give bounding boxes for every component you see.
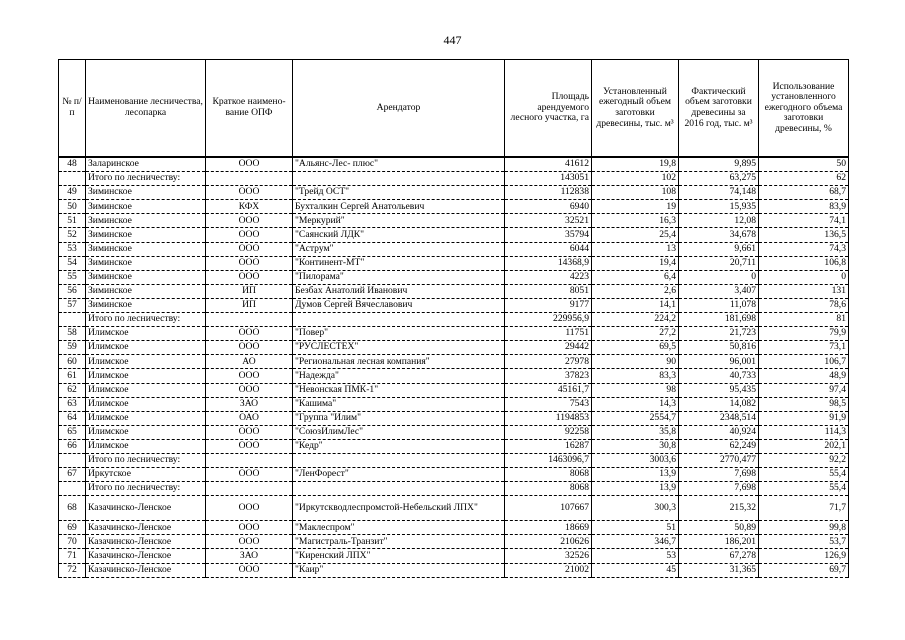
cell-actual-volume: 9,661 (679, 242, 759, 256)
cell-row-number: 61 (59, 369, 86, 383)
cell-actual-volume: 2348,514 (679, 411, 759, 425)
cell-forestry-name: Казачинско-Ленское (86, 521, 206, 535)
cell-usage-percent: 0 (759, 270, 849, 284)
table-row (59, 214, 849, 228)
cell-area: 41612 (505, 157, 592, 172)
cell-actual-volume: 21,723 (679, 327, 759, 341)
cell-area: 1194853 (505, 411, 592, 425)
cell-area: 92258 (505, 425, 592, 439)
cell-area: 107667 (505, 496, 592, 521)
table-row (59, 535, 849, 549)
cell-row-number (59, 482, 86, 496)
cell-row-number: 59 (59, 341, 86, 355)
cell-forestry-name: Итого по лесничеству: (86, 172, 206, 186)
cell-forestry-name: Казачинско-Ленское (86, 535, 206, 549)
cell-usage-percent: 202,1 (759, 439, 849, 453)
cell-opf (206, 313, 293, 327)
cell-established-volume: 53 (592, 549, 679, 563)
cell-area: 14368,9 (505, 256, 592, 270)
cell-opf: ООО (206, 341, 293, 355)
cell-usage-percent: 92,2 (759, 453, 849, 467)
cell-tenant: "Каир" (293, 563, 505, 577)
table-row (59, 397, 849, 411)
cell-established-volume: 3003,6 (592, 453, 679, 467)
cell-actual-volume: 15,935 (679, 200, 759, 214)
cell-row-number: 64 (59, 411, 86, 425)
table-row (59, 242, 849, 256)
subtotal-row (59, 313, 849, 327)
cell-area: 112838 (505, 186, 592, 200)
cell-opf: ЗАО (206, 397, 293, 411)
cell-actual-volume: 20,711 (679, 256, 759, 270)
cell-usage-percent: 73,1 (759, 341, 849, 355)
table-row (59, 327, 849, 341)
cell-area: 6044 (505, 242, 592, 256)
cell-tenant: "Саянский ЛДК" (293, 228, 505, 242)
cell-tenant: "Повер" (293, 327, 505, 341)
cell-actual-volume: 40,733 (679, 369, 759, 383)
cell-row-number: 52 (59, 228, 86, 242)
cell-forestry-name: Итого по лесничеству: (86, 482, 206, 496)
cell-tenant: "Маклеспром" (293, 521, 505, 535)
cell-row-number: 69 (59, 521, 86, 535)
cell-row-number: 60 (59, 355, 86, 369)
cell-usage-percent: 136,5 (759, 228, 849, 242)
cell-row-number: 67 (59, 468, 86, 482)
cell-established-volume: 224,2 (592, 313, 679, 327)
cell-actual-volume: 0 (679, 270, 759, 284)
cell-forestry-name: Казачинско-Ленское (86, 496, 206, 521)
cell-tenant (293, 453, 505, 467)
cell-row-number (59, 453, 86, 467)
cell-actual-volume: 95,435 (679, 383, 759, 397)
cell-established-volume: 13 (592, 242, 679, 256)
header-actual-volume: Фактический объем заготовки древесины за 2016 год, тыс. м³ (679, 60, 759, 158)
cell-established-volume: 19,4 (592, 256, 679, 270)
subtotal-row (59, 172, 849, 186)
cell-forestry-name: Илимское (86, 397, 206, 411)
cell-established-volume: 90 (592, 355, 679, 369)
table-row (59, 549, 849, 563)
table-row (59, 200, 849, 214)
table-row (59, 563, 849, 577)
cell-forestry-name: Илимское (86, 341, 206, 355)
cell-usage-percent: 126,9 (759, 549, 849, 563)
cell-established-volume: 19 (592, 200, 679, 214)
cell-actual-volume: 50,89 (679, 521, 759, 535)
cell-actual-volume: 31,365 (679, 563, 759, 577)
cell-opf: ОАО (206, 411, 293, 425)
cell-actual-volume: 181,698 (679, 313, 759, 327)
cell-area: 8051 (505, 284, 592, 298)
cell-opf (206, 482, 293, 496)
cell-area: 21002 (505, 563, 592, 577)
cell-area: 37823 (505, 369, 592, 383)
cell-established-volume: 35,8 (592, 425, 679, 439)
cell-actual-volume: 3,407 (679, 284, 759, 298)
cell-opf: ООО (206, 425, 293, 439)
cell-forestry-name: Зиминское (86, 270, 206, 284)
table-row (59, 284, 849, 298)
cell-usage-percent: 71,7 (759, 496, 849, 521)
cell-actual-volume: 40,924 (679, 425, 759, 439)
cell-actual-volume: 12,08 (679, 214, 759, 228)
cell-row-number: 68 (59, 496, 86, 521)
cell-usage-percent: 55,4 (759, 468, 849, 482)
cell-actual-volume: 2770,477 (679, 453, 759, 467)
header-usage-percent: Использование установленного ежегодного объема заготовки древесины, % (759, 60, 849, 158)
cell-established-volume: 83,3 (592, 369, 679, 383)
cell-usage-percent: 79,9 (759, 327, 849, 341)
cell-established-volume: 14,1 (592, 298, 679, 312)
table-row (59, 228, 849, 242)
cell-established-volume: 300,3 (592, 496, 679, 521)
cell-forestry-name: Илимское (86, 327, 206, 341)
table-row (59, 256, 849, 270)
cell-row-number: 57 (59, 298, 86, 312)
cell-opf: ООО (206, 383, 293, 397)
cell-row-number: 50 (59, 200, 86, 214)
cell-tenant: "РУСЛЕСТЕХ" (293, 341, 505, 355)
table-row (59, 186, 849, 200)
cell-usage-percent: 74,1 (759, 214, 849, 228)
header-established-volume: Установленный ежегодный объем заготовки древесины, тыс. м³ (592, 60, 679, 158)
cell-opf: ИП (206, 284, 293, 298)
header-opf: Краткое наимено-вание ОПФ (206, 60, 293, 158)
cell-area: 32526 (505, 549, 592, 563)
cell-row-number: 55 (59, 270, 86, 284)
cell-forestry-name: Зиминское (86, 256, 206, 270)
cell-row-number: 66 (59, 439, 86, 453)
cell-row-number: 54 (59, 256, 86, 270)
cell-usage-percent: 55,4 (759, 482, 849, 496)
cell-established-volume: 69,5 (592, 341, 679, 355)
cell-tenant: "Невонская ПМК-1" (293, 383, 505, 397)
cell-usage-percent: 97,4 (759, 383, 849, 397)
cell-opf: ЗАО (206, 549, 293, 563)
cell-area: 8068 (505, 468, 592, 482)
cell-row-number (59, 172, 86, 186)
cell-tenant: "Надежда" (293, 369, 505, 383)
header-tenant: Арендатор (293, 60, 505, 158)
cell-established-volume: 30,8 (592, 439, 679, 453)
cell-area: 18669 (505, 521, 592, 535)
lease-table (58, 59, 849, 578)
table-row (59, 341, 849, 355)
cell-usage-percent: 50 (759, 157, 849, 172)
cell-area: 7543 (505, 397, 592, 411)
cell-tenant (293, 313, 505, 327)
cell-forestry-name: Илимское (86, 425, 206, 439)
cell-row-number: 51 (59, 214, 86, 228)
cell-usage-percent: 106,7 (759, 355, 849, 369)
cell-opf: ООО (206, 563, 293, 577)
cell-opf (206, 172, 293, 186)
cell-established-volume: 25,4 (592, 228, 679, 242)
cell-opf: ООО (206, 521, 293, 535)
cell-row-number: 70 (59, 535, 86, 549)
cell-tenant: "Кашима" (293, 397, 505, 411)
cell-established-volume: 16,3 (592, 214, 679, 228)
cell-usage-percent: 53,7 (759, 535, 849, 549)
cell-area: 143051 (505, 172, 592, 186)
cell-tenant: "Иркутскводлеспромстой-Небельский ЛПХ" (293, 496, 505, 521)
cell-actual-volume: 14,082 (679, 397, 759, 411)
table-row (59, 439, 849, 453)
cell-forestry-name: Итого по лесничеству: (86, 313, 206, 327)
cell-actual-volume: 50,816 (679, 341, 759, 355)
cell-usage-percent: 99,8 (759, 521, 849, 535)
cell-forestry-name: Зиминское (86, 186, 206, 200)
cell-tenant: "Группа "Илим" (293, 411, 505, 425)
cell-opf: ООО (206, 214, 293, 228)
cell-established-volume: 51 (592, 521, 679, 535)
subtotal-row (59, 453, 849, 467)
cell-established-volume: 2554,7 (592, 411, 679, 425)
cell-tenant: "Пилорама" (293, 270, 505, 284)
cell-forestry-name: Зиминское (86, 242, 206, 256)
cell-opf: ООО (206, 242, 293, 256)
cell-opf: ООО (206, 270, 293, 284)
cell-tenant (293, 172, 505, 186)
cell-actual-volume: 9,895 (679, 157, 759, 172)
cell-tenant: Бухталкин Сергей Анатольевич (293, 200, 505, 214)
cell-opf: КФХ (206, 200, 293, 214)
cell-usage-percent: 48,9 (759, 369, 849, 383)
cell-opf: ООО (206, 228, 293, 242)
cell-tenant: "Меркурий" (293, 214, 505, 228)
cell-area: 45161,7 (505, 383, 592, 397)
table-row (59, 496, 849, 521)
cell-actual-volume: 96,001 (679, 355, 759, 369)
cell-actual-volume: 62,249 (679, 439, 759, 453)
cell-tenant (293, 482, 505, 496)
cell-usage-percent: 68,7 (759, 186, 849, 200)
cell-tenant: "Магистраль-Транзит" (293, 535, 505, 549)
cell-forestry-name: Зиминское (86, 214, 206, 228)
cell-row-number: 48 (59, 157, 86, 172)
cell-tenant: "Трейд ОСТ" (293, 186, 505, 200)
table-header-row (59, 60, 849, 158)
cell-row-number: 56 (59, 284, 86, 298)
cell-established-volume: 13,9 (592, 482, 679, 496)
cell-area: 32521 (505, 214, 592, 228)
cell-row-number: 63 (59, 397, 86, 411)
cell-usage-percent: 78,6 (759, 298, 849, 312)
table-row (59, 270, 849, 284)
table-row (59, 157, 849, 172)
cell-opf: ИП (206, 298, 293, 312)
cell-forestry-name: Илимское (86, 369, 206, 383)
cell-established-volume: 19,8 (592, 157, 679, 172)
cell-established-volume: 13,9 (592, 468, 679, 482)
cell-opf: ООО (206, 496, 293, 521)
cell-forestry-name: Зиминское (86, 284, 206, 298)
cell-area: 29442 (505, 341, 592, 355)
cell-usage-percent: 91,9 (759, 411, 849, 425)
cell-tenant: Безбах Анатолий Иванович (293, 284, 505, 298)
cell-row-number: 49 (59, 186, 86, 200)
table-row (59, 383, 849, 397)
cell-forestry-name: Казачинско-Ленское (86, 549, 206, 563)
cell-forestry-name: Илимское (86, 411, 206, 425)
table-row (59, 298, 849, 312)
cell-established-volume: 2,6 (592, 284, 679, 298)
cell-opf: ООО (206, 157, 293, 172)
table-row (59, 355, 849, 369)
cell-opf: ООО (206, 439, 293, 453)
cell-usage-percent: 106,8 (759, 256, 849, 270)
cell-tenant: "СоюзИлимЛес" (293, 425, 505, 439)
cell-actual-volume: 7,698 (679, 482, 759, 496)
cell-established-volume: 14,3 (592, 397, 679, 411)
cell-row-number: 65 (59, 425, 86, 439)
cell-opf: ООО (206, 468, 293, 482)
page-number: 447 (443, 33, 462, 47)
header-num: № п/п (59, 60, 86, 158)
cell-row-number (59, 313, 86, 327)
cell-actual-volume: 74,148 (679, 186, 759, 200)
cell-tenant: "Аструм" (293, 242, 505, 256)
cell-area: 210626 (505, 535, 592, 549)
cell-forestry-name: Казачинско-Ленское (86, 563, 206, 577)
cell-established-volume: 27,2 (592, 327, 679, 341)
cell-forestry-name: Илимское (86, 383, 206, 397)
cell-area: 4223 (505, 270, 592, 284)
cell-area: 8068 (505, 482, 592, 496)
cell-tenant: "ЛенФорест" (293, 468, 505, 482)
cell-tenant: "Континент-МТ" (293, 256, 505, 270)
cell-actual-volume: 67,278 (679, 549, 759, 563)
table-row (59, 425, 849, 439)
cell-opf: ООО (206, 256, 293, 270)
cell-established-volume: 346,7 (592, 535, 679, 549)
cell-forestry-name: Итого по лесничеству: (86, 453, 206, 467)
cell-usage-percent: 62 (759, 172, 849, 186)
cell-usage-percent: 69,7 (759, 563, 849, 577)
cell-actual-volume: 186,201 (679, 535, 759, 549)
table-row (59, 521, 849, 535)
subtotal-row (59, 482, 849, 496)
cell-tenant: "Кедр" (293, 439, 505, 453)
cell-row-number: 72 (59, 563, 86, 577)
cell-forestry-name: Зиминское (86, 228, 206, 242)
cell-area: 27978 (505, 355, 592, 369)
cell-usage-percent: 114,3 (759, 425, 849, 439)
table-row (59, 411, 849, 425)
cell-area: 1463096,7 (505, 453, 592, 467)
cell-row-number: 71 (59, 549, 86, 563)
cell-forestry-name: Илимское (86, 439, 206, 453)
table-row (59, 468, 849, 482)
cell-area: 6940 (505, 200, 592, 214)
cell-tenant: "Киренский ЛПХ" (293, 549, 505, 563)
cell-row-number: 58 (59, 327, 86, 341)
cell-established-volume: 108 (592, 186, 679, 200)
cell-forestry-name: Зиминское (86, 298, 206, 312)
cell-tenant: "Региональная лесная компания" (293, 355, 505, 369)
cell-opf (206, 453, 293, 467)
cell-forestry-name: Илимское (86, 355, 206, 369)
cell-tenant: "Альянс-Лес- плюс" (293, 157, 505, 172)
cell-actual-volume: 11,078 (679, 298, 759, 312)
table-row (59, 369, 849, 383)
cell-usage-percent: 98,5 (759, 397, 849, 411)
cell-usage-percent: 81 (759, 313, 849, 327)
cell-area: 11751 (505, 327, 592, 341)
cell-opf: ООО (206, 535, 293, 549)
cell-actual-volume: 63,275 (679, 172, 759, 186)
cell-established-volume: 98 (592, 383, 679, 397)
header-area: Площадь арендуемого лесного участка, га (505, 60, 592, 158)
cell-actual-volume: 215,32 (679, 496, 759, 521)
cell-usage-percent: 74,3 (759, 242, 849, 256)
cell-opf: ООО (206, 369, 293, 383)
cell-actual-volume: 34,678 (679, 228, 759, 242)
cell-opf: АО (206, 355, 293, 369)
cell-usage-percent: 131 (759, 284, 849, 298)
cell-area: 229956,9 (505, 313, 592, 327)
cell-forestry-name: Заларинское (86, 157, 206, 172)
cell-opf: ООО (206, 186, 293, 200)
cell-area: 35794 (505, 228, 592, 242)
cell-tenant: Думов Сергей Вячеславович (293, 298, 505, 312)
cell-row-number: 53 (59, 242, 86, 256)
cell-opf: ООО (206, 327, 293, 341)
cell-forestry-name: Зиминское (86, 200, 206, 214)
cell-usage-percent: 83,9 (759, 200, 849, 214)
cell-established-volume: 45 (592, 563, 679, 577)
cell-area: 9177 (505, 298, 592, 312)
cell-area: 16287 (505, 439, 592, 453)
cell-established-volume: 6,4 (592, 270, 679, 284)
cell-row-number: 62 (59, 383, 86, 397)
header-forestry: Наименование лесничества, лесопарка (86, 60, 206, 158)
cell-actual-volume: 7,698 (679, 468, 759, 482)
cell-forestry-name: Иркутское (86, 468, 206, 482)
cell-established-volume: 102 (592, 172, 679, 186)
